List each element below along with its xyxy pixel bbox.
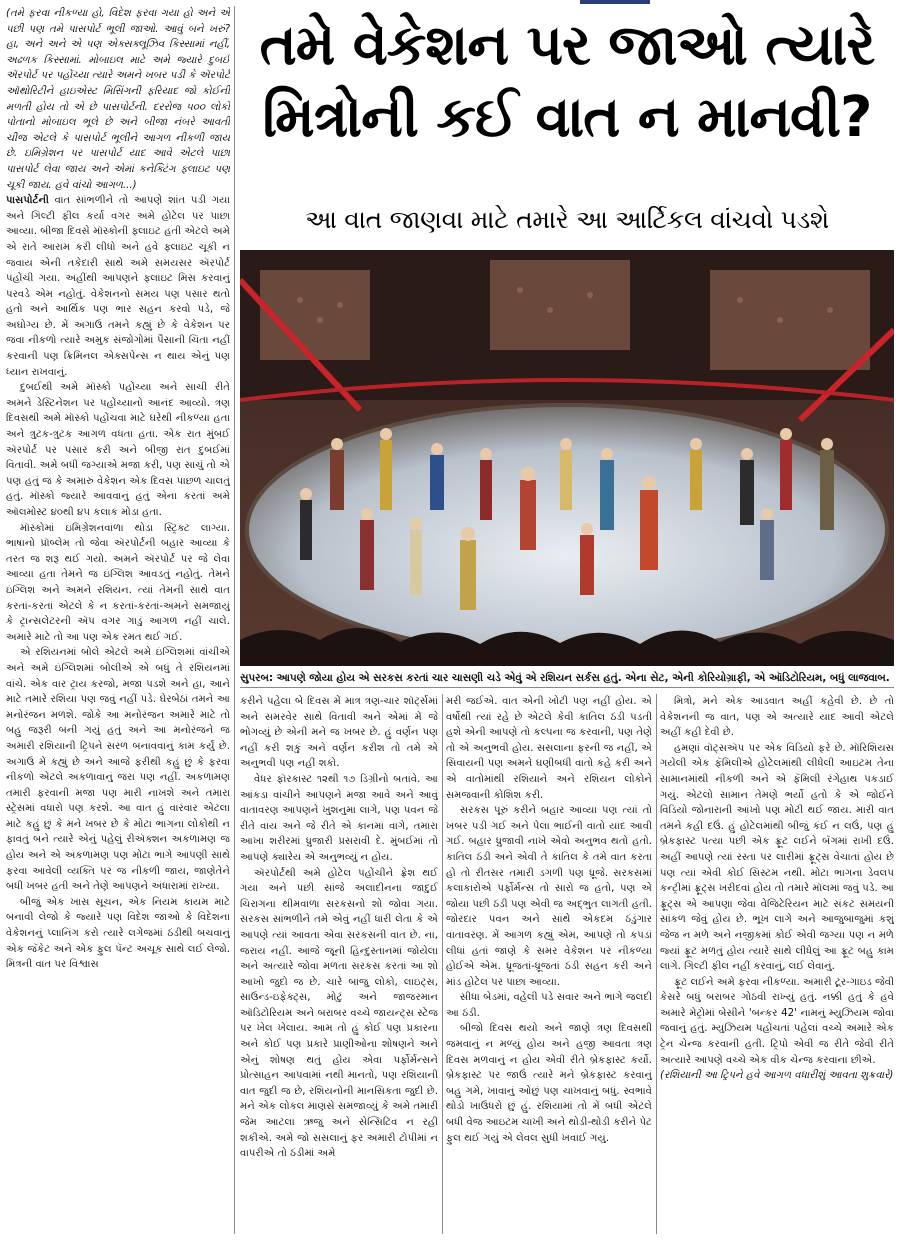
column-divider (442, 694, 443, 1234)
article-paragraph: કરીને પહેલા બે દિવસ મેં માત્ર ત્રણ-ચાર શૉર્ટ્સમાં અને સમરવેર સાથે વિતાવી અને એમાં મેં જે ભોગવ્યું છે એની મને જ ખબર છે. હું વર્ણન પણ નહીં કરી શકું અને વર્ણન કરીશ તો તમે એ અનુભવી પણ નહીં શકો. (240, 696, 438, 770)
article-paragraph: બીજું એક ખાસ સૂચન, એક નિયમ કાયમ માટે બનાવી લેજો કે જ્યારે પણ વિદેશ જાઓ કે વિદેશના વેકેશનનું પ્લાનિંગ કરો ત્યારે લગેજમાં ઠંડીથી બચવાનું એક જૅકેટ અને એક ફુલ પૅન્ટ અચૂક સાથે લઈ લેજો. મિત્રની વાત પર વિશ્વાસ (6, 896, 230, 971)
lead-word: પાસપોર્ટની (6, 195, 49, 207)
article-paragraph: સરકસ પૂરું કરીને બહાર આવ્યા પણ ત્યાં તો ખબર પડી ગઈ અને પેલા ભાઈની વાતો યાદ આવી ગઈ. બહાર ધ્રુજાવી નાખે એવો અનુભવ થતો હતો. કાતિલ ઠંડી અને એવી તે કાતિલ કે તમે વાત કરતા હો તો રીતસર તમારી ડગળી પણ ધ્રૂજે. સરકસમાં કલાકારોએ પર્ફોર્મન્સ તો સારો જ હતો, પણ એ જોયા પછી ઠંડી પણ એવી જ અદ્ભુત લાગતી હતી. જોરદાર પવન અને સાથે એકદમ ઠંડુંગાર વાતાવરણ. મેં આગળ કહ્યું એમ, આપણે તો કપડાં લીધાં હતાં જાણે કે સમર વેકેશન પર નીકળ્યા હોઈએ એમ. ધ્રૂજતાં-ધ્રૂજતાં ઠંડી સહન કરી અને માંડ હોટેલ પર પાછા આવ્યા. (446, 805, 652, 988)
circus-photo (240, 250, 894, 666)
subheadline: આ વાત જાણવા માટે તમારે આ આર્ટિકલ વાંચવો પડશે (305, 205, 829, 234)
article-paragraph: દુબઈથી અમે મૉસ્કો પહોંચ્યા અને સાચી રીતે અમને ડેસ્ટિનેશન પર પહોંચ્યાનો આનંદ આવ્યો. ત્રણ દિવસથી અમે મૉસ્કો પહોંચવા માટે ઘરેથી નીકળ્યા હતા અને ત્રુટક-ત્રુટક આગળ વધતા હતા. એક રાત મુંબઈ ઍરપોર્ટ પર પસાર કરી અને બીજી રાત દુબઈમાં વિતાવી. અમે બધી જગ્યાએ મજા કરી, પણ સાચું તો એ પણ હતું જ કે અમારું વેકેશન એક દિવસ પાછળ ચાલતું હતું. મૉસ્કો જ્યારે આવવાનું હતું એના કરતાં અમે ઑલમોસ્ટ ૪૦થી ૪૫ કલાક મોડા હતા. (6, 382, 230, 518)
article-column-2 (240, 694, 438, 1234)
left-article-column (6, 6, 230, 1234)
article-paragraph: મિત્રો, મને એક આડવાત અહીં કહેવી છે. છે તો વેકેશનની જ વાત, પણ એ અત્યારે યાદ આવી એટલે અહીં કહી દેવી છે. (660, 696, 894, 739)
column-divider (234, 6, 235, 1234)
column-divider (656, 694, 657, 1234)
headline (240, 10, 894, 154)
article-paragraph: ફ્રૂટ લઈને અમે ફરવા નીકળ્યા. અમારી ટૂર-ગાઇડ જેવી કેસરે બધું બરાબર ગોઠવી રાખ્યું હતું. નક્કી હતું કે હવે અમારે મેટ્રોમાં બેસીને 'બન્કર 42' નામનું મ્યુઝિયમ જોવા જવાનું હતું. મ્યુઝિયમ પહોંચતાં પહેલાં વચ્ચે અમારે એક ટ્રેન ચેન્જ કરવાની હતી. ટ્રિપો એવી જ રીતે જેવી રીતે અત્યારે આપણે વચ્ચે એક વીક ચેન્જ કરવાના છીએ. (660, 976, 894, 1066)
headline-line-1: તમે વેકેશન પર જાઓ ત્યારે (259, 13, 875, 78)
top-color-strip (580, 0, 650, 4)
paragraph-text: વાત સાંભળીને તો આપણે શાંત પડી ગયા અને ગિલ્ટી ફીલ કર્યા વગર અમે હોટેલ પર પાછા આવ્યા. બીજા દિવસે મૉસ્કોની ફ્લાઇટ હતી એટલે અમે એ રાતે આરામ કરી લીધો અને હવે ફ્લાઇટ ચૂકી ન જવાય એની તકેદારી સાથે અમે સમયસર ઍરપોર્ટ પહોંચી ગયા. અહીંથી આપણને ફ્લાઇટ મિસ કરવાનું પરવડે એમ નહોતું. વેકેશનનો સમય પણ પસાર થતો હતો અને આર્થિક પણ ભાર સહન કરવો પડે, જે અઘોગ્ય છે. મેં અગાઉ તમને કહ્યું છે કે વેકેશન પર જવા નીકળો ત્યારે અમુક સંજોગોમાં પૈસાની ચિંતા નહીં કરવાની પણ ક્રિમિનલ એક્સપેન્સ ન થાય એનું પણ ધ્યાન રાખવાનું. (6, 195, 230, 378)
article-column-4 (660, 694, 894, 1234)
article-paragraph: હમણાં વૉટ્સઍપ પર એક વિડિયો ફરે છે. મૉરિશિયસ ગયેલી એક ફૅમિલીએ હોટેલમાંથી લીધેલી આઇટમ તેના સામાનમાંથી નીકળી અને એ ફૅમિલી રંગેહાથ પકડાઈ ગયું. એટલો સામાન તેમણે ભર્યો હતો કે એ જોઈને વિડિયો જોનારાની આંખો પણ મોટી થઈ જાય. મારી વાત તમને કહી દઉં. હું હોટેલમાંથી બીજું કંઈ ન લઉં, પણ હું બ્રેકફાસ્ટ પત્યા પછી એક ફ્રૂટ લઈને બૅગમાં રાખી દઉં. અહીં આપણે ત્યાં રસ્તા પર લારીમાં ફ્રૂટ્સ વેચાતાં હોય છે પણ ત્યાં એવી કોઈ સિસ્ટમ નથી. મોટા ભાગના ડેવલપ કન્ટ્રીમાં ફ્રૂટ્સ ખરીદવાં હોય તો તમારે મૉલમાં જવું પડે. આ ફ્રૂટ્સ એ આપણા જેવા વેજિટેરિયન માટે સંકટ સમયની સાંકળ જેવું હોય છે. ભૂખ લાગે અને આજુબાજુમાં કશું જેજ ન મળે અને નજીકમાં કોઈ એવી જગ્યા પણ ન મળે જ્યાં ફ્રૂટ મળતું હોય ત્યારે સાથે લીધેલું આ ફ્રૂટ બહુ કામ લાગે. ગિલ્ટી ફીલ નહીં કરવાનું, લઈ લેવાનું. (660, 742, 894, 973)
article-paragraph: એ રશિયનમાં બોલે એટલે અમે ઇંગ્લિશમાં વાંચીએ અને અમે ઇંગ્લિશમાં બોલીએ એ બધું તે રશિયનમાં વાંચે. એક વાર ટ્રાય કરજો, મજા પડશે અને હા, આને માટે તમારે રશિયા પણ જવું નહીં પડે. ઘેરબેઠાં તમને આ મનોરંજન મળશે. જોકે આ મનોરંજન અમારે માટે તો બહુ જરૂરી બની ગયું હતું અને આ મનોરંજને જ અમારી રશિયાની ટ્રિપને સરળ બનાવવાનું કામ કર્યું છે. અગાઉ મેં કહ્યું છે અને આજે ફરીથી કહું છું કે ફરવા નીકળો એટલે અકળાવાનું જરા પણ નહીં. અકળામણ તમારી ફરવાની મજા પણ મારી નાખશે અને તમારા સ્ટ્રેસમાં વધારો પણ કરશે. આ વાત હું વારંવાર એટલા માટે કહું છું કે મને ખબર છે કે મોટા ભાગના લોકોથી ન ફાવતું બને ત્યારે એનું પહેલું રીઍક્શન અકળામણ જ હોય અને એ અકળામણ પણ મોટા ભાગે આપણી સાથે ફરવા આવેલી વ્યક્તિ પર જ નીકળી જાય, જાણેતેને બધી ખબર હતી અને તેણે આપણને અંધારામાં રાખ્યા. (6, 647, 230, 893)
article-paragraph: વેધર ફૉરકાસ્ટ ૧૨થી ૧૭ ડિગ્રીનો બતાવે. આ આંકડા વાંચીને આપણને મજા આવે અને આવું વાતાવરણ આપણને ખુશનુમા લાગે, પણ પવન જે રીતે વાય અને જે રીતે એ કાનમાં વાગે, તમારા આખા શરીરમાં ધ્રુજારી પ્રસરાવી દે. મુંબઈમાં તો આપણે ક્યારેય એ અનુભવ્યું ન હોય. (240, 773, 438, 863)
article-paragraph: સીધા બેડમાં, વહેલી પડે સવાર અને ભાગે જલદી આ ઠંડી. (446, 992, 652, 1019)
intro-paragraph: (તમે ફરવા નીકળ્યા હો, વિદેશ ફરવા ગયા હો અને એ પછી પણ તમે પાસપોર્ટ ભૂલી જાઓ. આવું બને ખરું? હા, અને અને એ પણ એક્સક્લૂઝિવ કિસ્સામાં નહીં, અઢળક કિસ્સામાં. મોબાઇલ માટે અમે જ્યારે દુબઈ ઍરપોર્ટ પર પહોંચ્યા ત્યારે અમને ખબર પડી કે ઍરપોર્ટ ઑથોરિટીને હાઇએસ્ટ મિસિંગની ફરિયાદ જો કોઈની મળતી હોય તો એ છે પાસપોર્ટની. દરરોજ ૫૦૦ લોકો પોતાનો મોબાઇલ ભૂલે છે અને બીજા નંબરે આવતી ચીજ એટલે કે પાસપોર્ટ ભૂલીને આગળ નીકળી જાય છે. ઇમિગ્રેશન પર પાસપોર્ટ યાદ આવે એટલે પાછા પાસપોર્ટ લેવા જાય અને એમાં કનેક્ટિંગ ફ્લાઇટ પણ ચૂકી જાય. હવે વાંચો આગળ...) (6, 8, 230, 191)
article-paragraph (6, 193, 230, 380)
article-column-3 (446, 694, 652, 1234)
circus-arena-image (240, 250, 894, 666)
article-paragraph: બીજો દિવસ થયો અને જાણે ત્રણ દિવસથી જમવાનું ન મળ્યું હોય અને હજી આવતા ત્રણ દિવસ મળવાનું ન હોય એવી રીતે બ્રેકફાસ્ટ કર્યો. બ્રેકફાસ્ટ પર જાઉં ત્યારે મને બ્રેકફાસ્ટ કરવાનું બહુ ગમે, ખાવાનું ઓછું પણ ચાખવાનું બધું. સ્વભાવે થોડો ખાઉધરો છું હું. રશિયામાં તો મેં બધી એટલે બધી વેજ આઇટમ ચાખી અને થોડી-થોડી કરીને પેટ ફુલ થઈ ગયું એ લેવલ સુધી ખવાઈ ગયું. (446, 1023, 652, 1144)
headline-line-2: મિત્રોની કઈ વાત ન માનવી? (262, 85, 872, 150)
caption-text: આપણે જોયા હોય એ સરકસ કરતાં ચાર ચાસણી ચડે એવું એ રશિયન સર્કસ હતું. એના સેટ, એની કોરિયોગ્રાફી, એ ઑડિટોરિયમ, બધું લાજવાબ. (273, 672, 890, 684)
article-paragraph: મૉસ્કોમાં ઇમિગ્રેશનવાળા થોડા સ્ટ્રિક્ટ લાગ્યા. ભાષાનો પ્રૉબ્લેમ તો જેવા ઍરપોર્ટની બહાર આવ્યા કે તરત જ શરૂ થઈ ગયો. અમને ઍરપોર્ટ પર જે લેવા આવ્યા હતા તેમને જ ઇંગ્લિશ આવડતું નહોતું. તેમને ઇંગ્લિશ અને અમને રશિયન. ત્યાં તેમની સાથે વાત કરતાં-કરતાં એટલે કે ન કરતાં-કરતાં-અમને સમજાયું કે ટ્રાન્સલેટરની ઍપ વગર ગાડું આગળ નહીં ચાલે. અમારે માટે તો આ પણ એક રમત થઈ ગઈ. (6, 522, 230, 643)
article-paragraph: ઍરપોર્ટથી અમે હોટેલ પહોંચીને ફ્રેશ થઈ ગયા અને પછી સાંજે અલાદીનના જાદુઈ ચિરાગના થીમવાળા સરકસનો શો જોવા ગયા. સરકસ સાંભળીને તમે એવું નહીં ધારી લેતા કે એ આપણે ત્યાં આવતા એવા સરકસની વાત છે. ના, જરાય નહીં. આજે જૂની હિન્દુસ્તાનમાં જોયેલા અને અત્યારે જોવા મળતા સરકસ કરતાં આ શો આખો જુદો જ છે. ચારે બાજુ લોકો, લાઇટ્સ, સાઉન્ડ-ઇફેક્ટ્સ, મોટું અને જાજરમાન ઑડિટોરિયમ અને બરાબર વચ્ચે જાયન્ટ્સ સ્ટેજ પર ખેલ ખેલાય. આમ તો હું કોઈ પણ પ્રકારના અને કોઈ પણ પ્રકારે પ્રાણીઓના શોષણને અને એનું શોષણ થતું હોય એવા પર્ફોર્મન્સને પ્રોત્સાહન આપવામાં નથી માનતો, પણ રશિયાની વાત જુદી જ છે, રશિયનોની માનસિકતા જુદી છે. મને એક લોકલ માણસે સમજાવ્યું કે અમે તમારી જેમ આટલા ઋજુ અને સેન્સિટિવ ન રહી શકીએ. અમે જો સસલાનું ફર અમારી ટોપીમાં ન વાપરીએ તો ઠંડીમાં અમે (240, 867, 438, 1160)
photo-caption (240, 668, 894, 688)
caption-label: સુપરબ: (240, 672, 274, 684)
closing-note: (રશિયાની આ ટ્રિપને હવે આગળ વધારીશું આવતા શુક્રવારે) (660, 1070, 894, 1082)
article-paragraph: મરી જઈએ. વાત એની ખોટી પણ નહીં હોય. એ વર્ષોથી ત્યાં રહે છે એટલે કેવી કાતિલ ઠંડી પડતી હશે એની આપણે તો કલ્પના જ કરવાની, પણ તેણે તો એ અનુભવી હોય. સસલાના ફરની જ નહીં, એ સિવાયની પણ અમને ઘણીબધી વાતો કહે કરી અને એ વાતોમાંથી રશિયાને અને રશિયન લોકોને સમજવાની કોશિશ કરી. (446, 696, 652, 801)
